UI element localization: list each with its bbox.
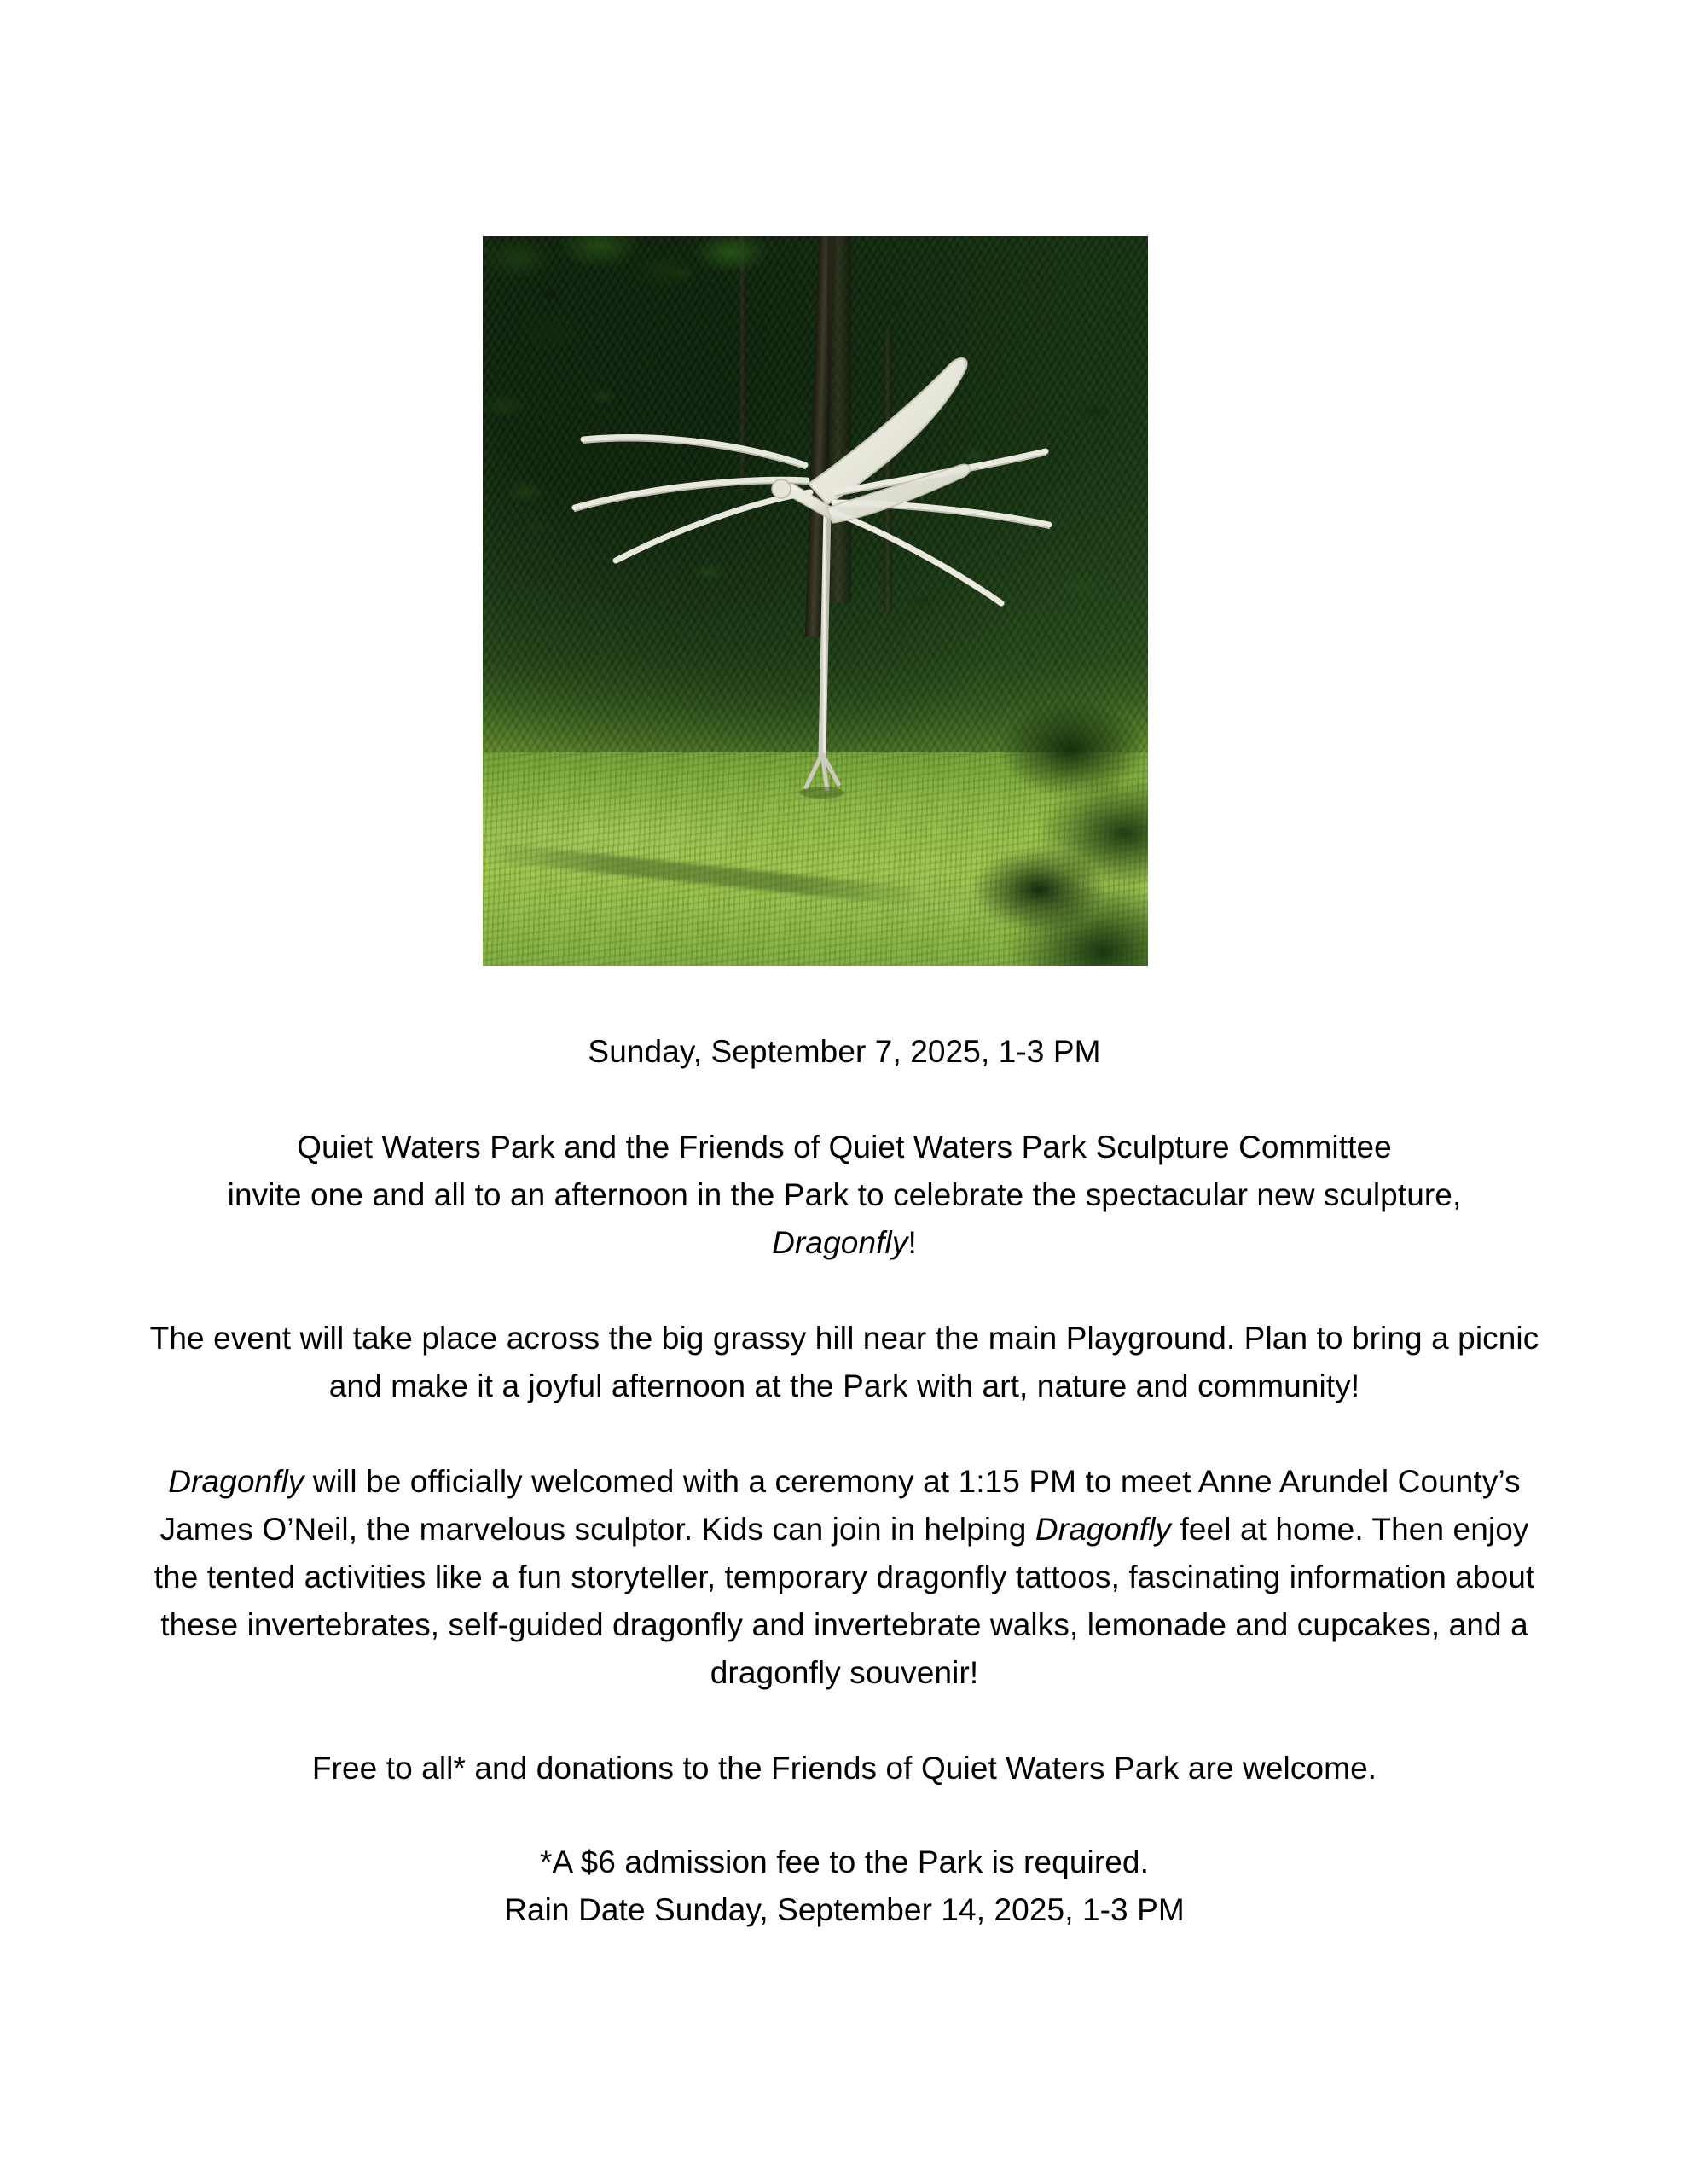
ceremony-segment-2: feel at home. Then enjoy the tented activities like a fun storyteller, temporary dragonfly tattoos, fascinating information about these invertebrates, self-guided dragonfly and invertebrate walks, lemonade and cupcakes, and a dragonfly souvenir!	[154, 1512, 1535, 1690]
dragonfly-sculpture-photo	[483, 236, 1148, 966]
footnote-fee: *A $6 admission fee to the Park is required.	[540, 1844, 1149, 1879]
spacer	[136, 1410, 1552, 1458]
spacer	[136, 1697, 1552, 1745]
intro-paragraph	[136, 1124, 1552, 1267]
admission-paragraph: Free to all* and donations to the Friends of Quiet Waters Park are welcome.	[311, 1751, 1377, 1786]
ceremony-paragraph	[136, 1458, 1552, 1697]
sculpture-title-italic: Dragonfly	[168, 1464, 304, 1499]
dragonfly-sculpture-figure	[483, 236, 1148, 966]
intro-line-3-tail: !	[907, 1225, 917, 1260]
location-paragraph: The event will take place across the big grassy hill near the main Playground. Plan to bring a picnic and make it a joyful afternoon at the Park with art, nature and community!	[149, 1321, 1539, 1403]
footnote-rain-date: Rain Date Sunday, September 14, 2025, 1-3 PM	[504, 1892, 1185, 1927]
footnote-block	[136, 1838, 1552, 1934]
intro-line-3	[136, 1219, 1552, 1267]
spacer	[136, 1076, 1552, 1124]
spacer	[136, 1267, 1552, 1315]
sculpture-title-italic: Dragonfly	[772, 1225, 908, 1260]
intro-line-1: Quiet Waters Park and the Friends of Quiet Waters Park Sculpture Committee	[297, 1130, 1392, 1165]
ceremony-segment-1: will be officially welcomed with a ceremony at 1:15 PM to meet Anne Arundel County’s James O’Neil, the marvelous sculptor. Kids can join in helping	[159, 1464, 1521, 1547]
sculpture-title-italic: Dragonfly	[1035, 1512, 1172, 1547]
spacer	[136, 1792, 1552, 1838]
photo-frame	[483, 236, 1148, 966]
intro-line-2: invite one and all to an afternoon in the Park to celebrate the spectacular new sculpture,	[227, 1177, 1462, 1212]
event-date-line: Sunday, September 7, 2025, 1-3 PM	[588, 1034, 1101, 1069]
flyer-text	[136, 1028, 1552, 1934]
